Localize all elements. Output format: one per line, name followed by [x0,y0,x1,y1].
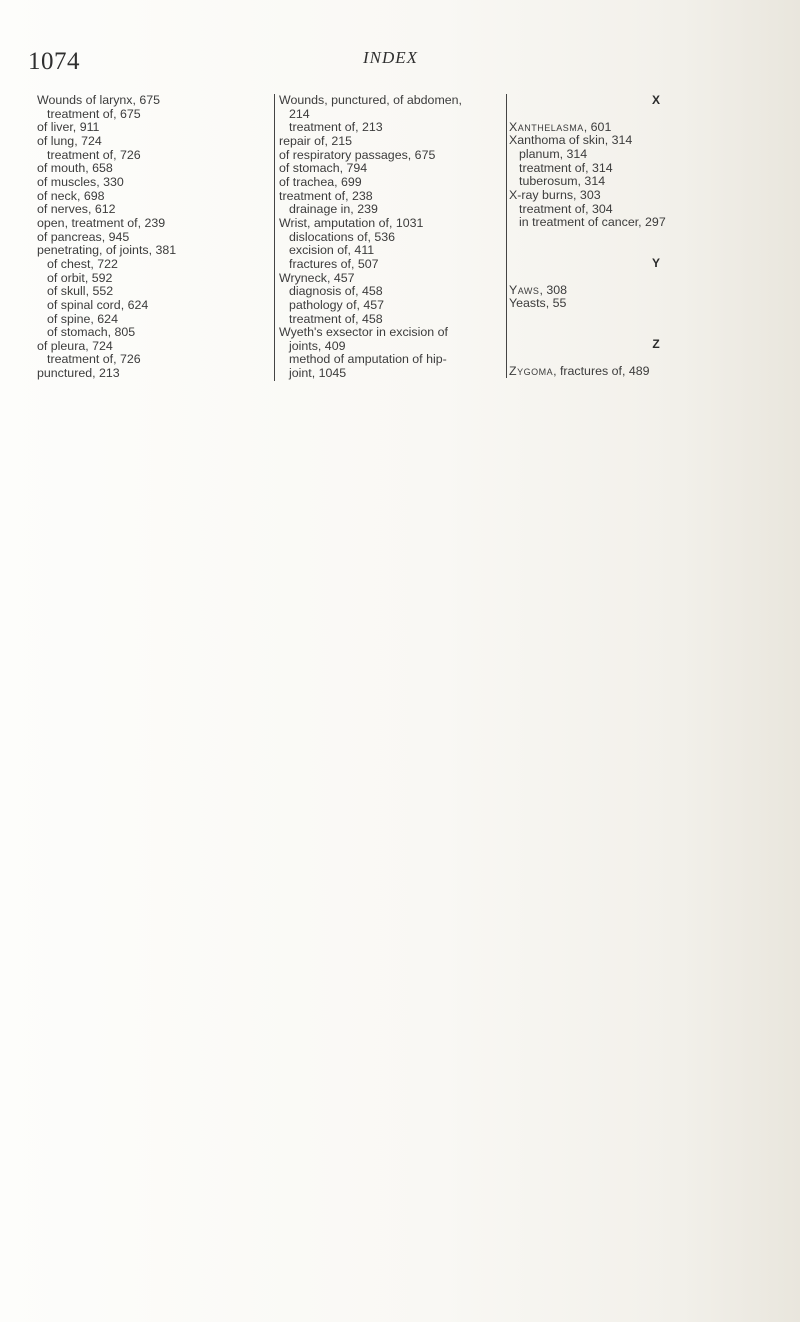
index-entry [509,284,800,298]
index-subentry [509,203,800,217]
index-entry: of lung, 724 [37,133,102,148]
index-entry: of liver, 911 [37,120,100,135]
index-entry: of nerves, 612 [37,202,116,217]
page-number: 1074 [28,48,80,75]
entry-text: tuberosum, 314 [519,174,606,189]
running-head: INDEX [363,48,419,67]
index-subentry: diagnosis of, 458 [289,284,383,299]
index-entry: of pancreas, 945 [37,229,130,244]
index-entry [509,189,800,203]
index-subentry: of spinal cord, 624 [47,297,149,312]
index-entry: of respiratory passages, 675 [279,147,436,162]
index-subentry: treatment of, 458 [289,311,383,326]
index-subentry: treatment of, 726 [47,352,141,367]
index-subentry: of chest, 722 [47,256,118,271]
index-subentry: drainage in, 239 [289,202,378,217]
index-subentry: treatment of, 675 [47,106,141,121]
entry-text: , 308 [539,282,567,297]
entry-text: in treatment of cancer, 297 [519,215,666,230]
index-subentry: of stomach, 805 [47,325,136,340]
index-entry: Wrist, amputation of, 1031 [279,215,424,230]
index-subentry [509,148,800,162]
index-entry: Wounds of larynx, 675 [37,93,161,107]
index-entry [509,121,800,135]
index-entry: of neck, 698 [37,188,105,203]
index-entry: penetrating, of joints, 381 [37,243,177,258]
section-letter-z: Z [652,336,660,351]
index-column-3 [506,94,800,378]
index-entry: of stomach, 794 [279,161,368,176]
section-letter-y: Y [651,255,660,270]
index-subentry: pathology of, 457 [289,297,385,312]
index-subentry: of spine, 624 [47,311,118,326]
entry-text: Yeasts, 55 [509,296,567,311]
entry-text: planum, 314 [519,146,588,161]
entry-headword: Yaws [509,282,540,297]
entry-text: X-ray burns, 303 [509,187,601,202]
entry-text: Xanthoma of skin, 314 [509,133,633,148]
index-subentry: fractures of, 507 [289,256,379,271]
index-entry [509,365,800,379]
index-entry: Wounds, punctured, of abdomen, [279,93,462,107]
index-column-2 [274,94,509,381]
index-subentry: of orbit, 592 [47,270,113,285]
index-subentry: joints, 409 [289,338,346,353]
index-entry: treatment of, 238 [279,188,373,203]
index-subentry [509,216,800,230]
index-subentry: of skull, 552 [47,284,114,299]
index-subentry: treatment of, 726 [47,147,141,162]
index-entry: repair of, 215 [279,133,353,148]
index-subentry: joint, 1045 [289,366,347,381]
index-entry: open, treatment of, 239 [37,215,166,230]
index-subentry: excision of, 411 [289,243,375,258]
index-subentry: dislocations of, 536 [289,229,396,244]
entry-text: treatment of, 304 [519,201,613,216]
entry-headword: Zygoma [509,363,554,378]
index-entry: Wyeth's exsector in excision of [279,325,448,340]
index-subentry: treatment of, 213 [289,120,383,135]
entry-headword: Xanthelasma [509,119,584,134]
index-column-1 [37,94,272,381]
index-entry: of mouth, 658 [37,161,113,176]
index-entry: of pleura, 724 [37,338,113,353]
index-entry: Wryneck, 457 [279,270,355,285]
index-entry [509,297,800,311]
index-entry: of muscles, 330 [37,174,124,189]
entry-text: treatment of, 314 [519,160,613,175]
index-entry [509,134,800,148]
index-entry: of trachea, 699 [279,174,362,189]
entry-text: , 601 [583,119,612,134]
index-subentry [509,175,800,189]
index-subentry: method of amputation of hip- [289,352,447,367]
index-subentry [509,162,800,176]
index-entry: punctured, 213 [37,366,120,381]
entry-text: , fractures of, 489 [553,363,650,378]
index-subentry: 214 [289,106,310,121]
section-letter-x: X [651,93,660,107]
